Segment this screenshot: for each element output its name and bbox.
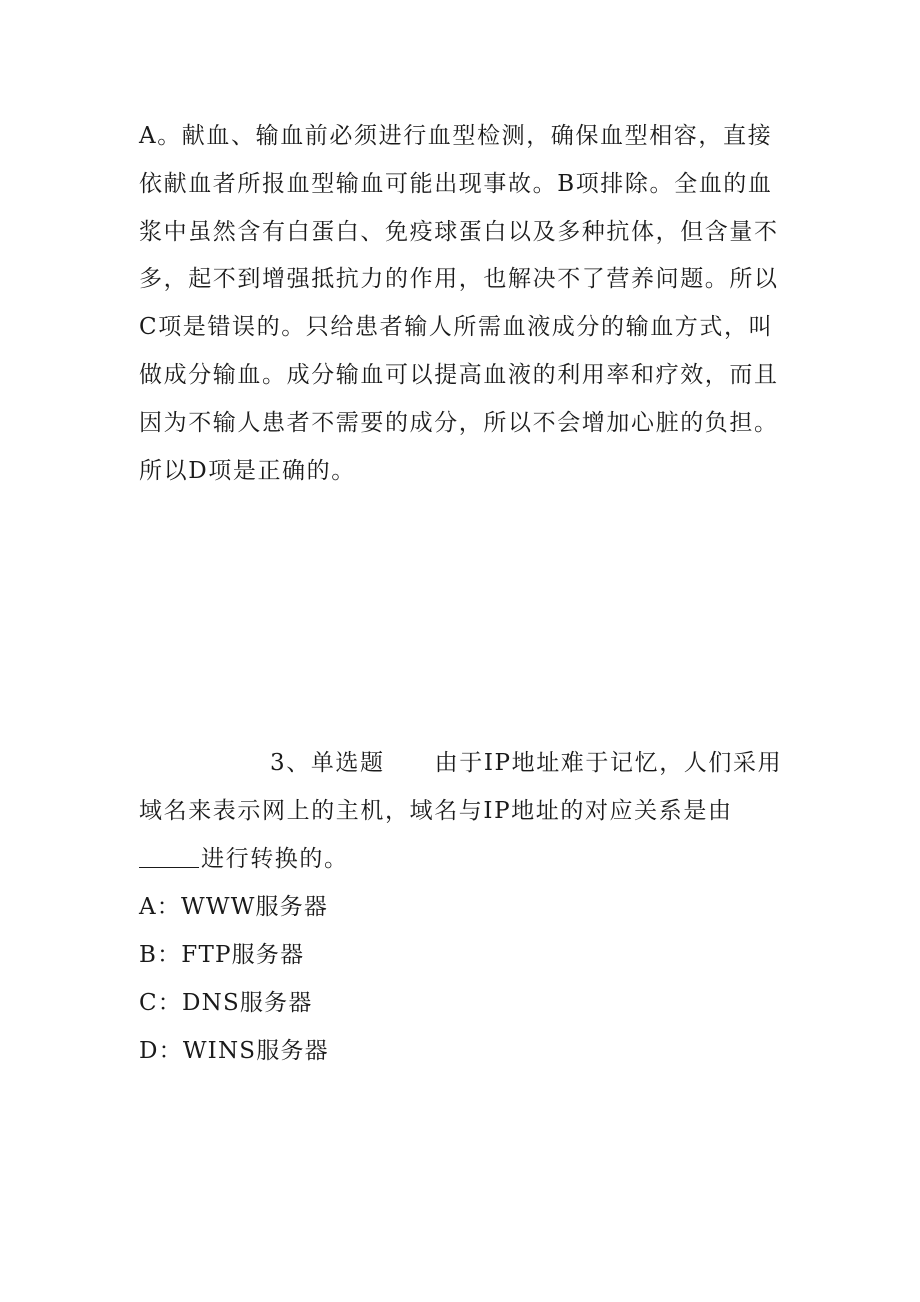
explanation-line: 因为不输人患者不需要的成分，所以不会增加心脏的负担。	[139, 409, 779, 436]
explanation-line: A。献血、输血前必须进行血型检测，确保血型相容，直接	[139, 123, 773, 149]
explanation-line: 浆中虽然含有白蛋白、免疫球蛋白以及多种抗体，但含量不	[139, 218, 779, 245]
question-3	[139, 739, 819, 883]
answer-explanation	[139, 113, 819, 495]
option-a: A：WWW服务器	[139, 894, 329, 920]
explanation-line: 多，起不到增强抵抗力的作用，也解决不了营养问题。所以	[139, 266, 779, 293]
explanation-line: 依献血者所报血型输血可能出现事故。B项排除。全血的血	[139, 170, 773, 197]
option-c: C：DNS服务器	[139, 990, 313, 1016]
option-d: D：WINS服务器	[139, 1038, 329, 1064]
question-stem-part: 进行转换的。	[201, 846, 349, 872]
question-stem-line	[139, 835, 819, 883]
explanation-line: C项是错误的。只给患者输人所需血液成分的输血方式，叫	[139, 314, 774, 341]
option-b: B：FTP服务器	[139, 942, 305, 968]
question-stem-part: 由于IP地址难于记忆，人们采用	[434, 750, 783, 776]
answer-blank	[139, 845, 199, 868]
question-number-type: 3、单选题	[270, 750, 385, 776]
question-stem-line: 域名来表示网上的主机，域名与IP地址的对应关系是由	[139, 798, 733, 824]
explanation-line: 所以D项是正确的。	[139, 457, 356, 484]
explanation-line: 做成分输血。成分输血可以提高血液的利用率和疗效，而且	[139, 361, 779, 388]
question-stem-line	[139, 739, 819, 787]
answer-options	[139, 883, 639, 1075]
